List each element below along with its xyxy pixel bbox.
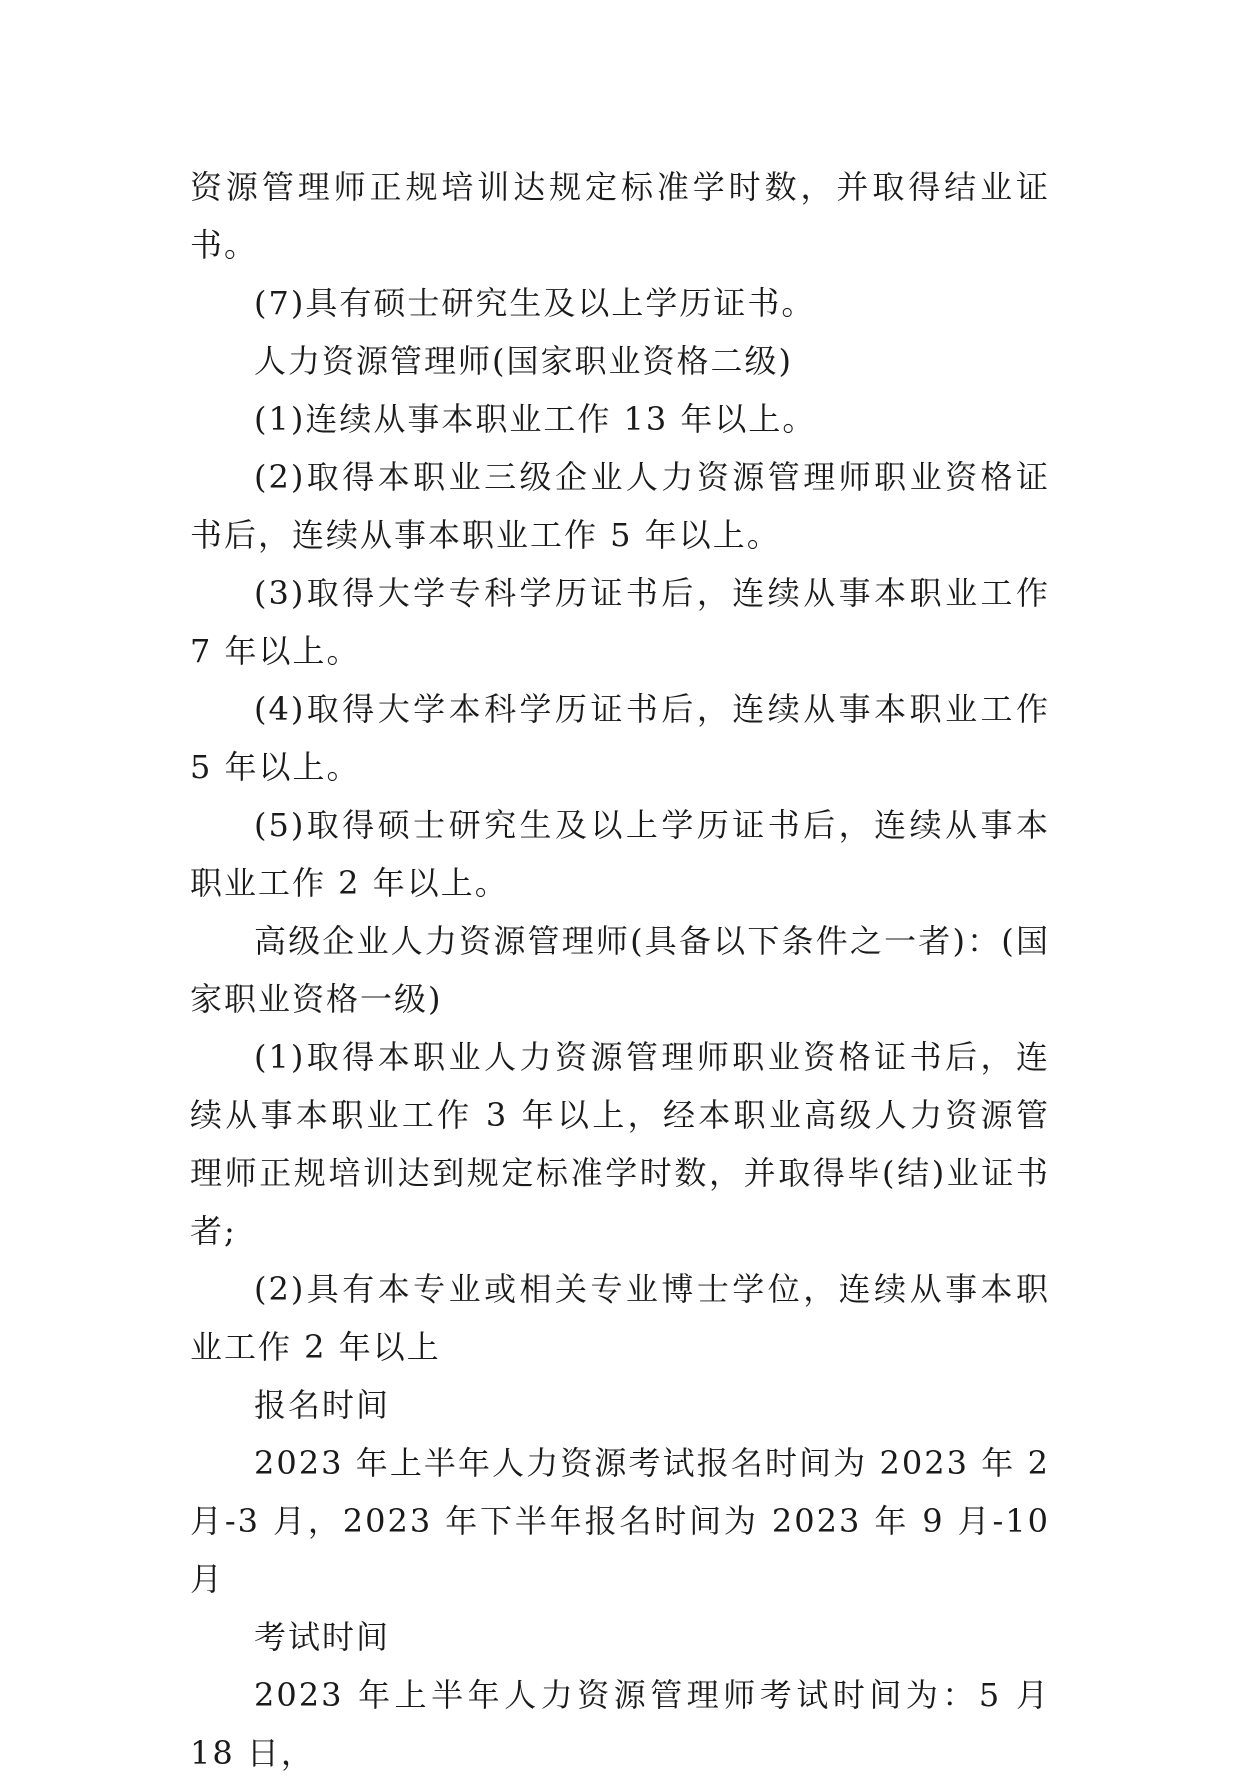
paragraph-level1-condition-1: (1)取得本职业人力资源管理师职业资格证书后，连续从事本职业工作 3 年以上，经本职业高级人力资源管理师正规培训达到规定标准学时数，并取得毕(结)业证书者; — [190, 1038, 1050, 1250]
document-body — [190, 158, 1050, 1782]
section-heading-registration-time: 报名时间 — [254, 1386, 391, 1424]
paragraph-exam-time: 2023 年上半年人力资源管理师考试时间为：5 月 18 日， — [190, 1676, 1050, 1772]
paragraph-level2-condition-1: (1)连续从事本职业工作 13 年以上。 — [254, 400, 817, 438]
section-heading-level-2: 人力资源管理师(国家职业资格二级) — [254, 342, 793, 380]
paragraph-condition-7: (7)具有硕士研究生及以上学历证书。 — [254, 284, 816, 322]
paragraph-level2-condition-2: (2)取得本职业三级企业人力资源管理师职业资格证书后，连续从事本职业工作 5 年以上。 — [190, 458, 1050, 554]
paragraph-level2-condition-3: (3)取得大学专科学历证书后，连续从事本职业工作 7 年以上。 — [190, 574, 1050, 670]
paragraph-level2-condition-4: (4)取得大学本科学历证书后，连续从事本职业工作 5 年以上。 — [190, 690, 1050, 786]
section-heading-level-1: 高级企业人力资源管理师(具备以下条件之一者)：(国家职业资格一级) — [190, 922, 1050, 1018]
paragraph-level1-condition-2: (2)具有本专业或相关专业博士学位，连续从事本职业工作 2 年以上 — [190, 1270, 1050, 1366]
section-heading-exam-time: 考试时间 — [254, 1618, 391, 1656]
paragraph-level2-condition-5: (5)取得硕士研究生及以上学历证书后，连续从事本职业工作 2 年以上。 — [190, 806, 1050, 902]
paragraph-registration-time: 2023 年上半年人力资源考试报名时间为 2023 年 2 月-3 月，2023 年下半年报名时间为 2023 年 9 月-10 月 — [190, 1444, 1050, 1598]
paragraph-continuation: 资源管理师正规培训达规定标准学时数，并取得结业证书。 — [190, 168, 1050, 264]
